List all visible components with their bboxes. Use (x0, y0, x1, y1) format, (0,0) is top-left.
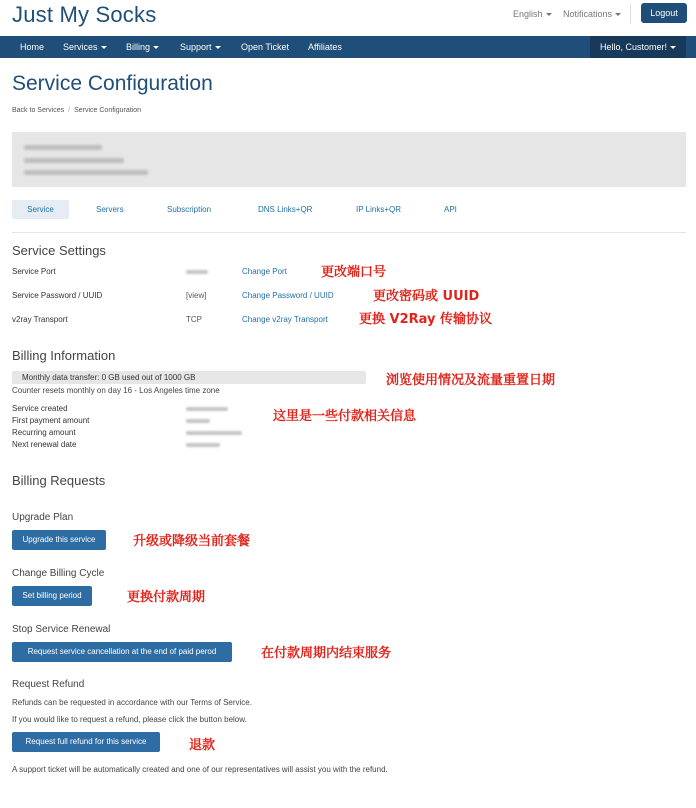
service-port-label: Service Port (12, 267, 56, 276)
chevron-down-icon (670, 46, 676, 49)
password-annotation: 更改密码或 UUID (373, 289, 480, 304)
chevron-down-icon (215, 46, 221, 49)
tab-service[interactable]: Service (12, 200, 69, 219)
billing-requests-title: Billing Requests (12, 473, 106, 488)
page-title: Service Configuration (12, 72, 213, 95)
usage-annotation: 浏览使用情况及流量重置日期 (386, 373, 556, 388)
breadcrumb-separator: / (68, 107, 71, 114)
nav-billing-label: Billing (126, 42, 151, 52)
change-port-link[interactable]: Change Port (242, 267, 287, 276)
billing-info-title: Billing Information (12, 348, 116, 363)
billing-fields-annotation: 这里是一些付款相关信息 (273, 409, 417, 424)
upgrade-service-button[interactable]: Upgrade this service (12, 530, 106, 550)
refund-annotation: 退款 (189, 738, 216, 753)
data-usage-text: Monthly data transfer: 0 GB used out of 1000 GB (22, 373, 196, 382)
blurred-text (24, 145, 102, 150)
nav-services[interactable] (63, 36, 107, 58)
service-port-value (186, 270, 208, 274)
billing-cycle-title: Change Billing Cycle (12, 568, 105, 579)
notifications-dropdown[interactable] (563, 9, 621, 19)
breadcrumb-back-link[interactable]: Back to Services (12, 107, 65, 114)
nav-open-ticket[interactable]: Open Ticket (241, 42, 290, 52)
request-refund-button[interactable]: Request full refund for this service (12, 732, 160, 752)
breadcrumb-current: Service Configuration (74, 107, 142, 114)
nav-support-label: Support (180, 42, 212, 52)
first-payment-value (186, 419, 210, 423)
counter-reset-note: Counter resets monthly on day 16 - Los Angeles time zone (12, 386, 220, 395)
nav-billing[interactable] (126, 36, 159, 58)
request-refund-title: Request Refund (12, 679, 85, 690)
tab-dns-links[interactable]: DNS Links+QR (258, 205, 313, 214)
nav-home[interactable]: Home (20, 42, 45, 52)
tab-ip-links[interactable]: IP Links+QR (356, 205, 401, 214)
language-dropdown[interactable] (513, 9, 552, 19)
set-billing-period-button[interactable]: Set billing period (12, 586, 92, 606)
notifications-label: Notifications (563, 9, 613, 19)
refund-footer-note: A support ticket will be automatically created and one of our representatives will assist you with the refund. (12, 765, 388, 774)
next-renewal-value (186, 443, 220, 447)
blurred-text (24, 158, 124, 163)
chevron-down-icon (546, 13, 552, 16)
user-menu[interactable] (590, 36, 686, 58)
chevron-down-icon (101, 46, 107, 49)
upgrade-annotation: 升级或降级当前套餐 (133, 534, 251, 549)
breadcrumb (12, 107, 141, 114)
site-logo[interactable]: Just My Socks (12, 2, 157, 27)
v2ray-transport-label: v2ray Transport (12, 315, 68, 324)
nav-services-label: Services (63, 42, 98, 52)
service-password-label: Service Password / UUID (12, 291, 103, 300)
view-password-link[interactable]: [view] (186, 291, 207, 300)
change-password-link[interactable]: Change Password / UUID (242, 291, 334, 300)
tab-servers[interactable]: Servers (96, 205, 124, 214)
next-renewal-label: Next renewal date (12, 440, 77, 449)
nav-support[interactable] (180, 36, 221, 58)
cancellation-annotation: 在付款周期内结束服务 (261, 646, 392, 661)
stop-renewal-title: Stop Service Renewal (12, 624, 111, 635)
transport-annotation: 更换 V2Ray 传输协议 (359, 312, 493, 327)
divider (630, 4, 631, 24)
main-nav (0, 36, 696, 58)
service-tabs (12, 199, 686, 233)
first-payment-label: First payment amount (12, 416, 90, 425)
service-settings-title: Service Settings (12, 243, 106, 258)
product-info-box (12, 132, 686, 187)
chevron-down-icon (615, 13, 621, 16)
service-created-label: Service created (12, 404, 68, 413)
recurring-amount-label: Recurring amount (12, 428, 76, 437)
chevron-down-icon (153, 46, 159, 49)
port-annotation: 更改端口号 (321, 265, 387, 280)
logout-button[interactable]: Logout (641, 3, 687, 23)
tab-subscription[interactable]: Subscription (167, 205, 212, 214)
cycle-annotation: 更换付款周期 (127, 590, 206, 605)
request-cancellation-button[interactable]: Request service cancellation at the end of paid perod (12, 642, 232, 662)
language-label: English (513, 9, 543, 19)
top-bar (0, 0, 696, 36)
data-usage-bar (12, 371, 366, 384)
refund-policy-text: Refunds can be requested in accordance with our Terms of Service. (12, 698, 252, 707)
nav-affiliates[interactable]: Affiliates (308, 42, 342, 52)
change-transport-link[interactable]: Change v2ray Transport (242, 315, 328, 324)
blurred-text (24, 170, 148, 175)
tab-api[interactable]: API (444, 205, 457, 214)
user-menu-label: Hello, Customer! (599, 42, 668, 52)
service-created-value (186, 407, 228, 411)
refund-instruction-text: If you would like to request a refund, please click the button below. (12, 715, 247, 724)
recurring-amount-value (186, 431, 242, 435)
v2ray-transport-value: TCP (186, 315, 202, 324)
upgrade-plan-title: Upgrade Plan (12, 512, 74, 523)
